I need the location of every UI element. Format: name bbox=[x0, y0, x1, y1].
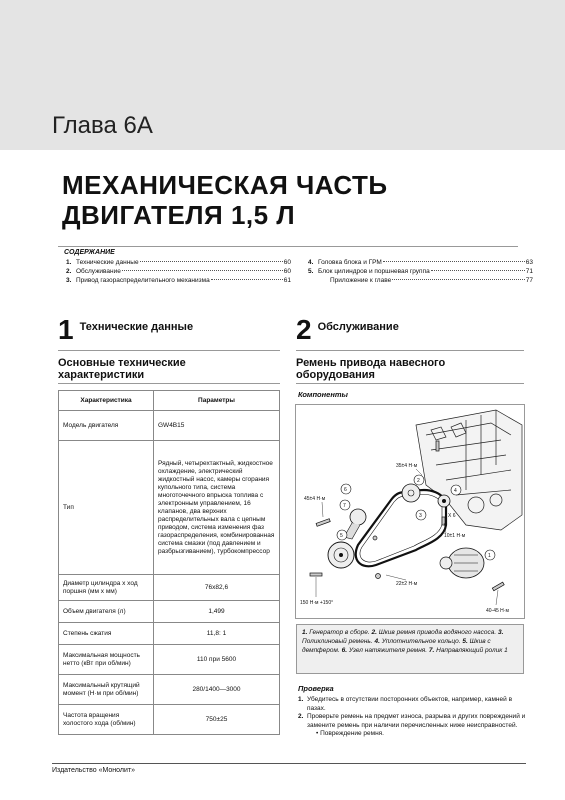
legend-num: 4. bbox=[374, 638, 380, 645]
legend-text: Шкив с демпфером bbox=[302, 638, 491, 654]
legend-item: 1. Генератор в сборе. bbox=[302, 629, 370, 636]
legend-text: Направляющий ролик 1 bbox=[436, 647, 508, 654]
legend-num: 5. bbox=[462, 638, 468, 645]
table-row bbox=[59, 705, 280, 735]
toc-num: 4. bbox=[308, 259, 314, 266]
section-1-subtitle-line2: характеристики bbox=[58, 369, 145, 381]
section-1-subtitle-line1: Основные технические bbox=[58, 357, 186, 369]
legend-item: 3. Поликлиновый ремень. bbox=[302, 629, 504, 645]
torque-label: 40-45 Н·м bbox=[486, 608, 509, 614]
spec-value: Рядный, четырехтактный, жидкостное охлаждение, электрический жидкостный насос, камеры сгорания купольного типа, система многоточечного впрыска топлива с электронным управлением, 16 клапанов, два верхних распределительных вала с цепным приводом, система изменения фаз газораспределения, комбинированная система смазки (под давлением и разбрызгиванием), турбокомпрессор bbox=[154, 441, 280, 575]
legend-item: 2. Шкив ремня привода водяного насоса. bbox=[371, 629, 497, 636]
toc-title: Приложение к главе bbox=[330, 277, 392, 284]
section-1-rule bbox=[58, 383, 280, 384]
callout-6-label: 6 bbox=[344, 487, 347, 493]
callout-3-label: 3 bbox=[419, 513, 422, 519]
toc-page: 61 bbox=[283, 277, 291, 284]
toc-dots bbox=[431, 270, 525, 271]
legend-num: 2. bbox=[371, 629, 377, 636]
toc-num: 5. bbox=[308, 268, 314, 275]
spec-name: Максимальный крутящий момент (Н·м при об/мин) bbox=[59, 675, 154, 705]
legend-num: 6. bbox=[341, 647, 348, 654]
spec-name: Максимальная мощность нетто (кВт при об/мин) bbox=[59, 645, 154, 675]
spec-value: 1,499 bbox=[154, 601, 280, 623]
toc-page: 60 bbox=[283, 259, 291, 266]
toc-page: 77 bbox=[525, 277, 533, 284]
toc-num: 2. bbox=[66, 268, 72, 275]
toc-dots bbox=[392, 279, 525, 280]
toc-page: 60 bbox=[283, 268, 291, 275]
callout-1-label: 1 bbox=[488, 553, 491, 559]
legend-item: 6. Узел натяжителя ремня. bbox=[341, 647, 428, 654]
callout-7-label: 7 bbox=[343, 503, 346, 509]
spec-value: 750±25 bbox=[154, 705, 280, 735]
section-1-subtitle bbox=[58, 357, 186, 381]
table-row bbox=[59, 441, 280, 575]
check-item bbox=[298, 696, 526, 713]
toc-title: Обслуживание bbox=[76, 268, 121, 275]
spec-value: 11,8: 1 bbox=[154, 623, 280, 645]
section-2-title: Обслуживание bbox=[317, 321, 399, 333]
spec-table bbox=[58, 390, 280, 735]
pulley-water-pump bbox=[402, 484, 420, 502]
spec-name: Частота вращения холостого хода (об/мин) bbox=[59, 705, 154, 735]
table-row bbox=[59, 675, 280, 705]
toc-title: Блок цилиндров и поршневая группа bbox=[318, 268, 430, 275]
belt-tensioner bbox=[344, 509, 366, 539]
spec-name: Тип bbox=[59, 441, 154, 575]
table-row bbox=[59, 411, 280, 441]
section-2-header bbox=[296, 315, 524, 351]
toc-dots bbox=[122, 270, 283, 271]
torque-label: 22±2 Н·м bbox=[396, 581, 418, 587]
toc-page: 71 bbox=[525, 268, 533, 275]
torque-label: 10±1 Н·м bbox=[444, 533, 466, 539]
check-title: Проверка bbox=[298, 684, 334, 693]
toc-header: СОДЕРЖАНИЕ bbox=[64, 249, 115, 256]
belt-drive-diagram bbox=[295, 404, 525, 619]
toc-num: 3. bbox=[66, 277, 72, 284]
toc-title: Головка блока и ГРМ bbox=[318, 259, 382, 266]
check-item bbox=[298, 713, 526, 730]
diagram-legend bbox=[296, 624, 524, 674]
legend-num: 1. bbox=[302, 629, 308, 636]
check-text: Убедитесь в отсутствии посторонних объектов, например, камней в пазах. bbox=[307, 696, 513, 712]
table-of-contents bbox=[58, 246, 533, 286]
section-1-header bbox=[58, 315, 280, 351]
toc-dots bbox=[140, 261, 283, 262]
torque-label: 35±4 Н·м bbox=[396, 463, 418, 469]
chapter-label: Глава 6A bbox=[52, 112, 153, 139]
section-2-subtitle-line2: оборудования bbox=[296, 369, 375, 381]
toc-dots bbox=[383, 261, 525, 262]
poly-v-belt bbox=[356, 490, 446, 566]
legend-text: Узел натяжителя ремня bbox=[348, 647, 426, 654]
table-row bbox=[59, 623, 280, 645]
check-text: Проверьте ремень на предмет износа, разрыва и других повреждений и замените ремень при наличии перечисленных ниже неисправностей. bbox=[307, 713, 526, 729]
legend-item: 4. Уплотнительное кольцо. bbox=[374, 638, 461, 645]
section-1-number: 1 bbox=[58, 314, 74, 345]
torque-label: 150 Н·м +150° bbox=[300, 600, 334, 606]
components-title: Компоненты bbox=[298, 390, 348, 399]
legend-item: 5. Шкив с демпфером. bbox=[302, 638, 491, 654]
section-1-title: Технические данные bbox=[79, 321, 194, 333]
table-row bbox=[59, 601, 280, 623]
engine-block-drawing bbox=[416, 410, 522, 530]
spec-name: Объем двигателя (л) bbox=[59, 601, 154, 623]
table-header-row bbox=[59, 391, 280, 411]
legend-text: Генератор в сборе bbox=[309, 629, 368, 636]
toc-title: Привод газораспределительного механизма bbox=[76, 277, 210, 284]
toc-dots bbox=[211, 279, 283, 280]
toc-item[interactable] bbox=[308, 276, 533, 285]
diagram-svg bbox=[296, 405, 524, 618]
check-bullet: • Повреждение ремня. bbox=[316, 730, 384, 737]
callout-2-label: 2 bbox=[417, 478, 420, 484]
toc-item[interactable] bbox=[66, 267, 291, 276]
legend-item bbox=[429, 647, 508, 654]
toc-item[interactable] bbox=[308, 258, 533, 267]
generator-assembly bbox=[440, 548, 484, 578]
spec-value: GW4B15 bbox=[154, 411, 280, 441]
section-2-number: 2 bbox=[296, 314, 312, 345]
pulley-idler bbox=[438, 495, 450, 507]
check-num: 1. bbox=[298, 696, 304, 703]
callout-5-label: 5 bbox=[340, 533, 343, 539]
legend-text: Уплотнительное кольцо bbox=[381, 638, 459, 645]
section-2-subtitle bbox=[296, 357, 445, 381]
spec-name: Модель двигателя bbox=[59, 411, 154, 441]
check-list bbox=[298, 696, 526, 739]
toc-right-column bbox=[308, 258, 533, 285]
toc-page: 63 bbox=[525, 259, 533, 266]
main-title-line1: МЕХАНИЧЕСКАЯ ЧАСТЬ bbox=[62, 170, 388, 200]
spec-value: 76x82,6 bbox=[154, 575, 280, 601]
publisher-footer: Издательство «Монолит» bbox=[52, 767, 136, 774]
callout-4-label: 4 bbox=[454, 488, 457, 494]
toc-item[interactable] bbox=[308, 267, 533, 276]
table-row bbox=[59, 575, 280, 601]
table-row bbox=[59, 645, 280, 675]
toc-item[interactable] bbox=[66, 258, 291, 267]
column-header: Параметры bbox=[154, 391, 280, 411]
toc-title: Технические данные bbox=[76, 259, 139, 266]
toc-left-column bbox=[66, 258, 291, 285]
legend-text: Шкив ремня привода водяного насоса bbox=[378, 629, 495, 636]
toc-item[interactable] bbox=[66, 276, 291, 285]
column-header: Характеристика bbox=[59, 391, 154, 411]
damper-pulley bbox=[328, 542, 354, 568]
legend-text: Поликлиновый ремень bbox=[302, 638, 371, 645]
footer-rule bbox=[52, 763, 526, 764]
torque-label: 45±4 Н·м bbox=[304, 496, 326, 502]
main-title-line2: ДВИГАТЕЛЯ 1,5 Л bbox=[62, 200, 296, 230]
check-num: 2. bbox=[298, 713, 304, 720]
legend-num: 3. bbox=[497, 629, 504, 636]
spec-value: 280/1400—3000 bbox=[154, 675, 280, 705]
spec-name: Диаметр цилиндра x ход поршня (мм x мм) bbox=[59, 575, 154, 601]
section-2-rule bbox=[296, 383, 524, 384]
main-title bbox=[62, 170, 388, 230]
spec-value: 110 при 5600 bbox=[154, 645, 280, 675]
spec-name: Степень сжатия bbox=[59, 623, 154, 645]
legend-num: 7. bbox=[428, 647, 435, 654]
toc-num: 1. bbox=[66, 259, 72, 266]
section-2-subtitle-line1: Ремень привода навесного bbox=[296, 357, 446, 369]
quantity-label: X 6 bbox=[448, 513, 456, 519]
